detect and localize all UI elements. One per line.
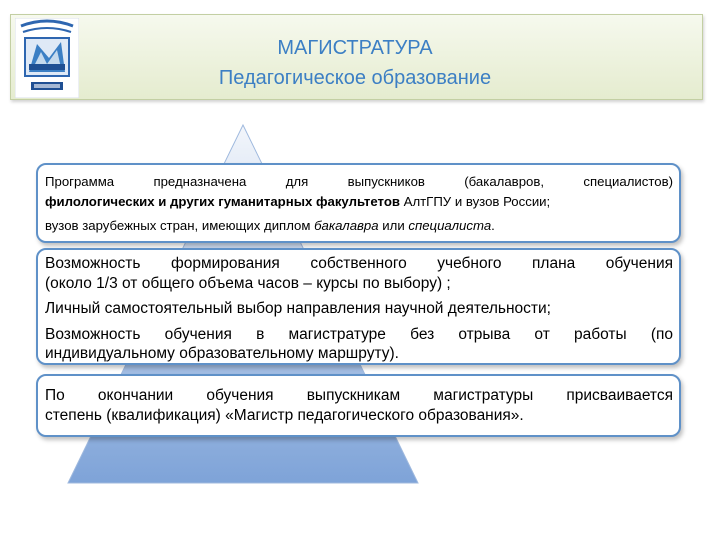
opportunity-line-1: Возможность формирования собственного учебного плана обучения [45, 255, 673, 272]
page-title: МАГИСТРАТУРА [277, 37, 433, 59]
audience-line-3-pre: вузов зарубежных стран, имеющих диплом [45, 218, 315, 233]
opportunity-line-2: (около 1/3 от общего объема часов – курсы по выбору) ; [45, 274, 451, 292]
audience-specialist: специалиста [408, 218, 492, 233]
audience-line-2 [45, 192, 673, 212]
opportunity-line-4: Возможность обучения в магистратуре без отрыва от работы (по [45, 325, 673, 343]
page-subtitle: Педагогическое образование [218, 67, 492, 89]
audience-line-1: Программа предназначена для выпускников (бакалавров, специалистов) [45, 174, 673, 189]
audience-bachelor: бакалавра [314, 218, 379, 233]
opportunities-box [36, 248, 681, 365]
audience-line-3-mid: или [378, 218, 409, 233]
audience-line-2-rest: АлтГПУ и вузов России; [399, 194, 551, 209]
opportunity-line-3: Личный самостоятельный выбор направления научной деятельности; [45, 300, 551, 317]
qualification-line-1: По окончании обучения выпускникам магистратуры присваивается [45, 387, 673, 404]
qualification-line-2: степень (квалификация) «Магистр педагогического образования». [45, 406, 524, 424]
audience-line-3-post: . [491, 218, 495, 233]
qualification-box [36, 374, 681, 437]
opportunity-line-5: индивидуальному образовательному маршруту). [45, 345, 399, 362]
target-audience-box [36, 163, 681, 243]
audience-line-3 [45, 216, 673, 236]
audience-faculties-bold: филологических и других гуманитарных факультетов [45, 194, 400, 209]
